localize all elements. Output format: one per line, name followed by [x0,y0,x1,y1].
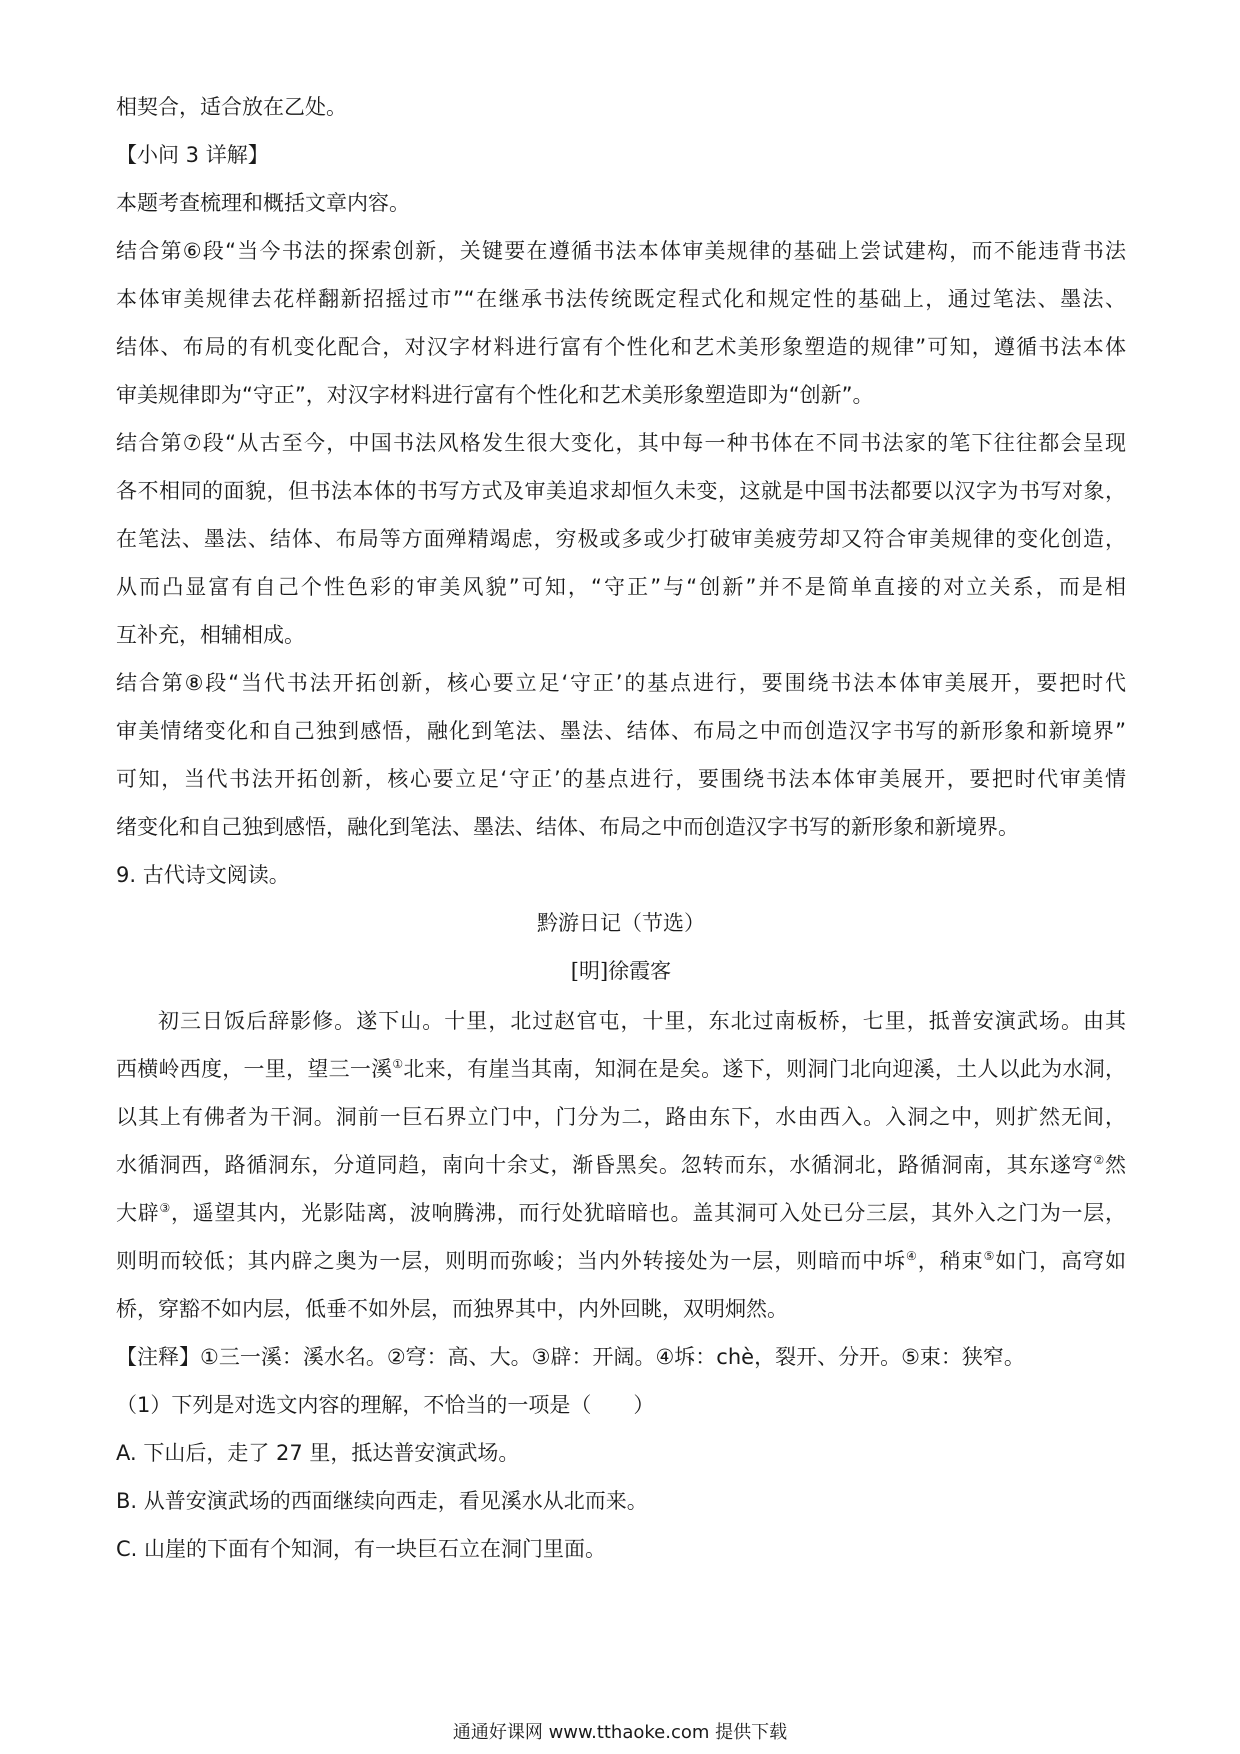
passage-line1: 初三日饭后辞影修。遂下山。十里，北过赵官屯，十里，东北过南板桥，七里，抵普安演武场。由其 [158,1009,1126,1033]
passage-line5: 大辟③，遥望其内，光影陆离，波响腾沸，而行处犹暗暗也。盖其洞可入处已分三层，其外入之门为一层， [116,1201,1127,1225]
analysis-para6-line3: 结体、布局的有机变化配合，对汉字材料进行富有个性化和艺术美形象塑造的规律”可知，遵循书法本体 [116,335,1126,359]
note-mark-3: ③ [159,1201,171,1215]
analysis-para8-line1: 结合第⑧段“当代书法开拓创新，核心要立足‘守正’的基点进行，要围绕书法本体审美展开，要把时代 [116,671,1126,695]
footer-source: 通通好课网 www.tthaoke.com 提供下载 [452,1722,788,1743]
passage-line3: 以其上有佛者为干洞。洞前一巨石界立门中，门分为二，路由东下，水由西入。入洞之中，则扩然无间， [116,1105,1126,1129]
option-b: B. 从普安演武场的西面继续向西走，看见溪水从北而来。 [116,1489,648,1513]
passage-author: [明]徐霞客 [570,959,672,983]
analysis-para7-line2: 各不相同的面貌，但书法本体的书写方式及审美追求却恒久未变，这就是中国书法都要以汉字为书写对象， [116,479,1126,503]
note-mark-2: ② [1093,1153,1105,1167]
passage-title: 黔游日记（节选） [537,911,705,935]
subquestion-3-intro: 本题考查梳理和概括文章内容。 [116,191,410,215]
analysis-para7-line4: 从而凸显富有自己个性色彩的审美风貌”可知，“守正”与“创新”并不是简单直接的对立关系，而是相 [116,575,1126,599]
analysis-para6-line2: 本体审美规律去花样翻新招摇过市”“在继承书法传统既定程式化和规定性的基础上，通过笔法、墨法、 [116,287,1126,311]
passage-line4: 水循洞西，路循洞东，分道同趋，南向十余丈，渐昏黑矣。忽转而东，水循洞北，路循洞南，其东遂穹②然 [116,1153,1126,1177]
question-9-heading: 9. 古代诗文阅读。 [116,863,290,887]
analysis-para7-line1: 结合第⑦段“从古至今，中国书法风格发生很大变化，其中每一种书体在不同书法家的笔下往往都会呈现 [116,431,1126,455]
option-a: A. 下山后，走了 27 里，抵达普安演武场。 [116,1441,520,1465]
passage-line6: 则明而较低；其内辟之奥为一层，则明而弥峻；当内外转接处为一层，则暗而中坼④，稍束⑤如门，高穹如 [116,1249,1126,1273]
passage-line7: 桥，穿豁不如内层，低垂不如外层，而独界其中，内外回眺，双明炯然。 [116,1297,788,1321]
note-mark-1: ① [392,1057,404,1071]
annotations: 【注释】①三一溪：溪水名。②穹：高、大。③辟：开阔。④坼：chè，裂开、分开。⑤束：狭窄。 [116,1345,1025,1369]
note-mark-4: ④ [906,1249,918,1263]
analysis-para6-line4: 审美规律即为“守正”，对汉字材料进行富有个性化和艺术美形象塑造即为“创新”。 [116,383,874,407]
note-mark-5: ⑤ [983,1249,996,1263]
analysis-para6-line1: 结合第⑥段“当今书法的探索创新，关键要在遵循书法本体审美规律的基础上尝试建构，而不能违背书法 [116,239,1126,263]
subquestion-1-stem: （1）下列是对选文内容的理解，不恰当的一项是（ ） [116,1393,655,1417]
subquestion-3-heading: 【小问 3 详解】 [116,143,269,167]
analysis-para8-line3: 可知，当代书法开拓创新，核心要立足‘守正’的基点进行，要围绕书法本体审美展开，要把时代审美情 [116,767,1126,791]
answer-continuation: 相契合，适合放在乙处。 [116,95,347,119]
analysis-para8-line2: 审美情绪变化和自己独到感悟，融化到笔法、墨法、结体、布局之中而创造汉字书写的新形象和新境界” [116,719,1126,743]
passage-line2: 西横岭西度，一里，望三一溪①北来，有崖当其南，知洞在是矣。遂下，则洞门北向迎溪，土人以此为水洞， [116,1057,1127,1081]
analysis-para7-line5: 互补充，相辅相成。 [116,623,305,647]
option-c: C. 山崖的下面有个知洞，有一块巨石立在洞门里面。 [116,1537,607,1561]
analysis-para7-line3: 在笔法、墨法、结体、布局等方面殚精竭虑，穷极或多或少打破审美疲劳却又符合审美规律的变化创造， [116,527,1126,551]
analysis-para8-line4: 绪变化和自己独到感悟，融化到笔法、墨法、结体、布局之中而创造汉字书写的新形象和新境界。 [116,815,1019,839]
